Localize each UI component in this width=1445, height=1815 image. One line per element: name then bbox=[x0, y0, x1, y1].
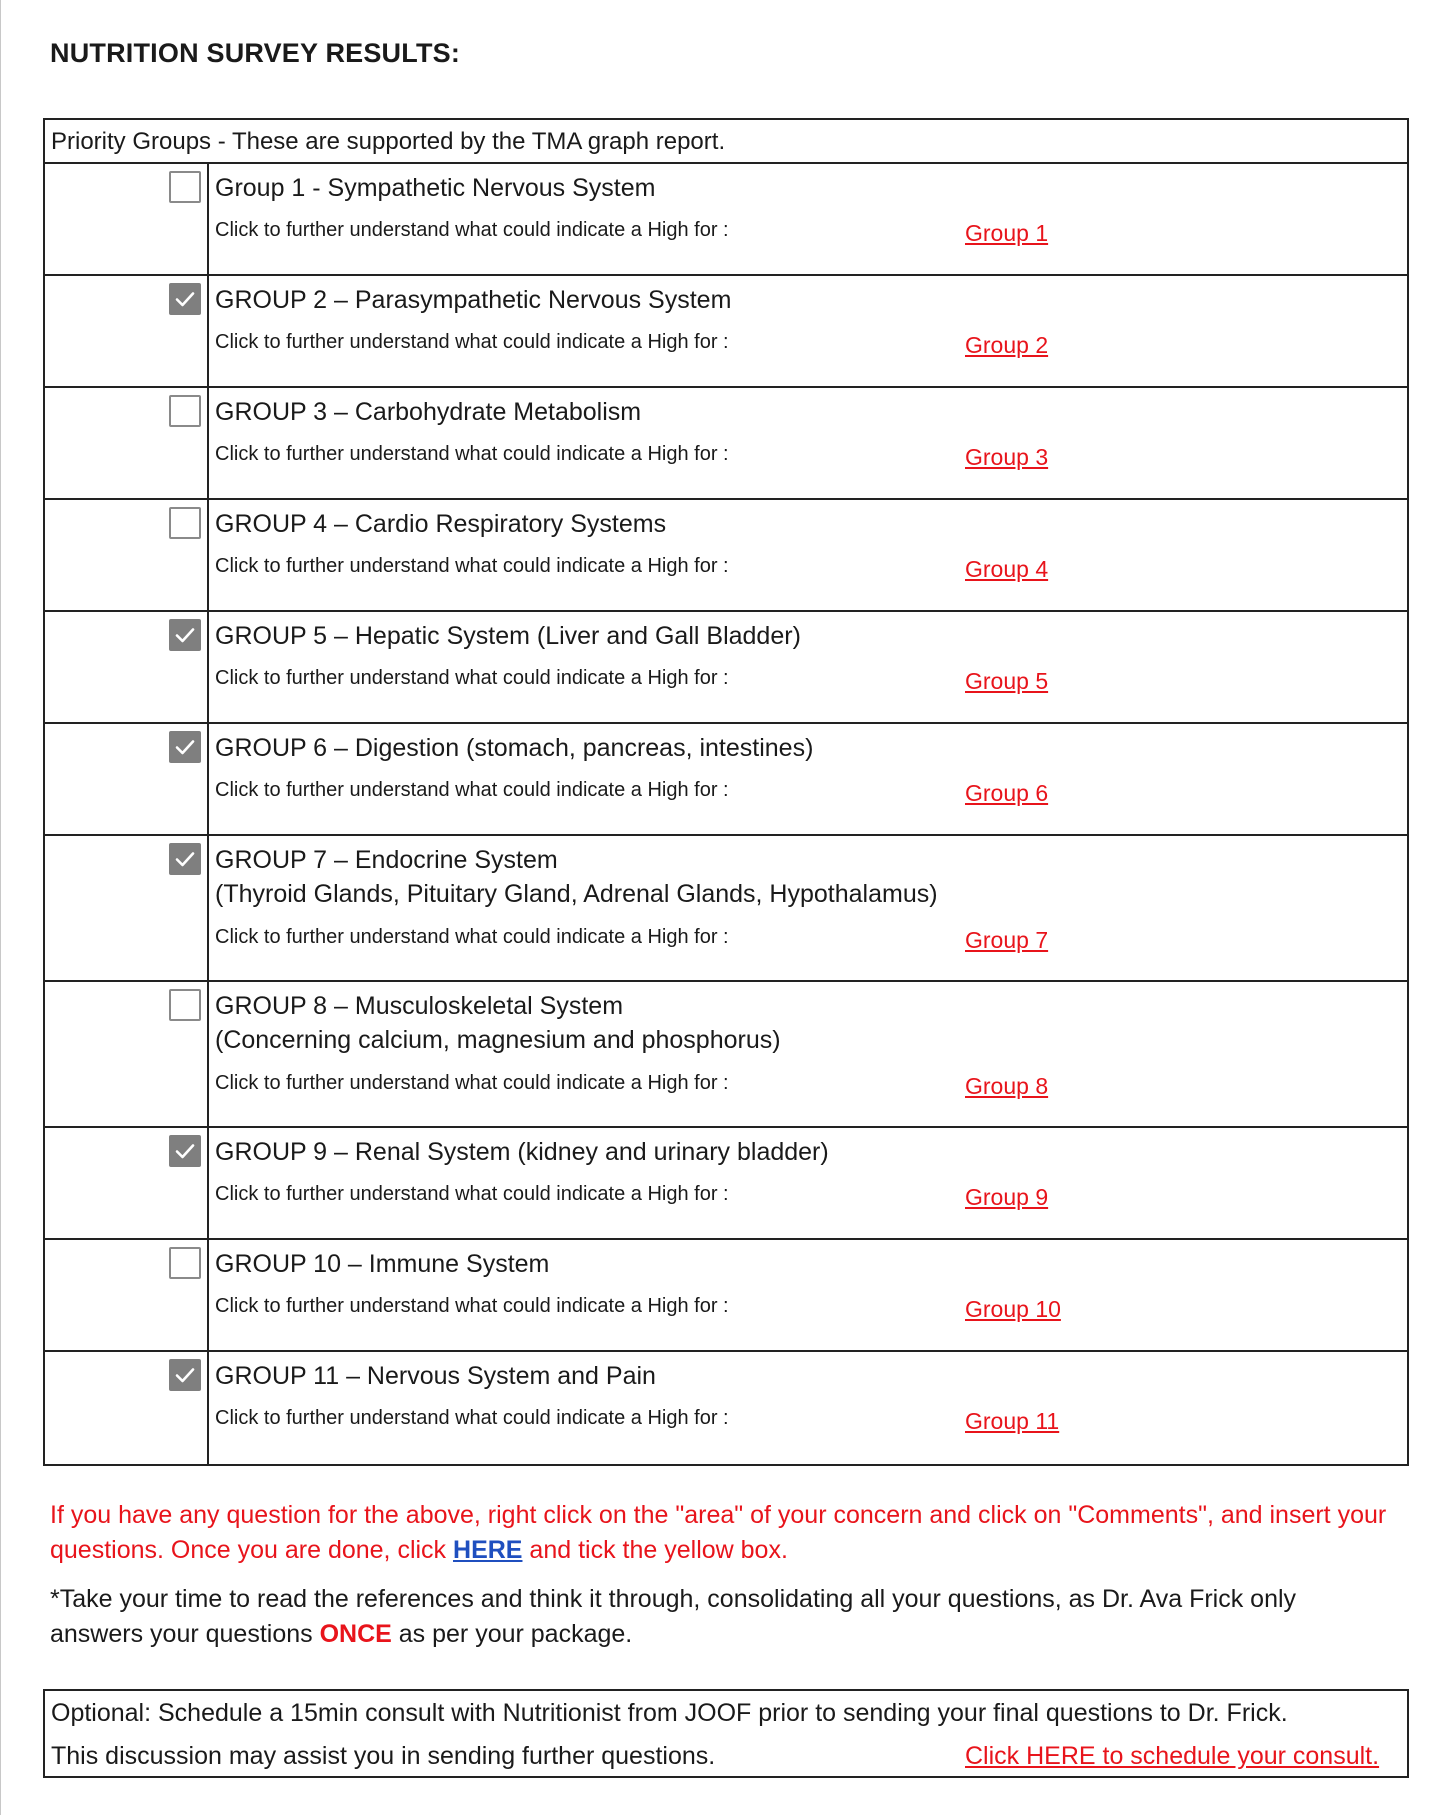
group-content-cell bbox=[209, 1352, 1407, 1464]
group-description: Click to further understand what could indicate a High for : bbox=[215, 219, 729, 241]
group-title: GROUP 4 – Cardio Respiratory Systems bbox=[215, 510, 667, 538]
once-emphasis: ONCE bbox=[319, 1620, 392, 1648]
group-link[interactable]: Group 10 bbox=[965, 1296, 1061, 1322]
checked-checkbox[interactable] bbox=[169, 731, 201, 763]
group-content-cell bbox=[209, 1128, 1407, 1238]
group-subtitle: (Thyroid Glands, Pituitary Gland, Adrenal Glands, Hypothalamus) bbox=[215, 880, 938, 908]
checked-checkbox[interactable] bbox=[169, 619, 201, 651]
group-content-cell bbox=[209, 1240, 1407, 1350]
group-row bbox=[45, 388, 1407, 500]
checkbox-cell bbox=[45, 836, 209, 980]
reading-note-tail: as per your package. bbox=[391, 1620, 633, 1648]
group-link[interactable]: Group 8 bbox=[965, 1073, 1049, 1099]
group-description: Click to further understand what could indicate a High for : bbox=[215, 1407, 729, 1429]
group-content-cell bbox=[209, 836, 1407, 980]
checkbox-cell bbox=[45, 1128, 209, 1238]
comments-instruction-text: If you have any question for the above, right click on the "area" of your concern and click on "Comments", and insert your questions. Once you are done, click bbox=[50, 1501, 1387, 1564]
checkbox-cell bbox=[45, 276, 209, 386]
comments-instruction bbox=[50, 1498, 1410, 1568]
comments-instruction-tail: and tick the yellow box. bbox=[522, 1536, 788, 1564]
optional-consult-text: Optional: Schedule a 15min consult with Nutritionist from JOOF prior to sending your final questions to Dr. Frick. bbox=[51, 1699, 1288, 1727]
checked-checkbox[interactable] bbox=[169, 283, 201, 315]
checked-checkbox[interactable] bbox=[169, 843, 201, 875]
group-row bbox=[45, 1240, 1407, 1352]
group-content-cell bbox=[209, 388, 1407, 498]
here-link[interactable]: HERE bbox=[453, 1536, 523, 1564]
checkmark-icon bbox=[173, 287, 197, 311]
group-title: GROUP 7 – Endocrine System bbox=[215, 846, 558, 874]
group-row bbox=[45, 276, 1407, 388]
group-link[interactable]: Group 2 bbox=[965, 332, 1049, 358]
page-title: NUTRITION SURVEY RESULTS: bbox=[50, 38, 461, 68]
checkmark-icon bbox=[173, 1363, 197, 1387]
checkmark-icon bbox=[173, 735, 197, 759]
group-description: Click to further understand what could indicate a High for : bbox=[215, 779, 729, 801]
group-row bbox=[45, 1128, 1407, 1240]
checkbox-cell bbox=[45, 164, 209, 274]
group-content-cell bbox=[209, 164, 1407, 274]
unchecked-checkbox[interactable] bbox=[169, 171, 201, 203]
group-row bbox=[45, 164, 1407, 276]
checkbox-cell bbox=[45, 982, 209, 1126]
group-link[interactable]: Group 9 bbox=[965, 1184, 1049, 1210]
group-description: Click to further understand what could indicate a High for : bbox=[215, 443, 729, 465]
table-header: Priority Groups - These are supported by the TMA graph report. bbox=[45, 120, 1407, 164]
unchecked-checkbox[interactable] bbox=[169, 1247, 201, 1279]
group-title: GROUP 6 – Digestion (stomach, pancreas, intestines) bbox=[215, 734, 814, 762]
group-description: Click to further understand what could indicate a High for : bbox=[215, 331, 729, 353]
group-title: GROUP 2 – Parasympathetic Nervous System bbox=[215, 286, 732, 314]
optional-consult-note: This discussion may assist you in sending further questions. bbox=[51, 1742, 716, 1770]
schedule-consult-link[interactable]: Click HERE to schedule your consult. bbox=[965, 1742, 1380, 1770]
checked-checkbox[interactable] bbox=[169, 1135, 201, 1167]
optional-consult-box bbox=[43, 1689, 1409, 1778]
group-link[interactable]: Group 7 bbox=[965, 927, 1049, 953]
checked-checkbox[interactable] bbox=[169, 1359, 201, 1391]
unchecked-checkbox[interactable] bbox=[169, 395, 201, 427]
checkmark-icon bbox=[173, 623, 197, 647]
group-content-cell bbox=[209, 982, 1407, 1126]
group-content-cell bbox=[209, 612, 1407, 722]
reading-note bbox=[50, 1582, 1380, 1652]
page-edge bbox=[0, 0, 1, 1815]
checkmark-icon bbox=[173, 847, 197, 871]
checkbox-cell bbox=[45, 724, 209, 834]
group-link[interactable]: Group 1 bbox=[965, 220, 1049, 246]
unchecked-checkbox[interactable] bbox=[169, 989, 201, 1021]
checkbox-cell bbox=[45, 1240, 209, 1350]
checkbox-cell bbox=[45, 1352, 209, 1464]
group-title: GROUP 9 – Renal System (kidney and urinary bladder) bbox=[215, 1138, 829, 1166]
group-subtitle: (Concerning calcium, magnesium and phosphorus) bbox=[215, 1026, 781, 1054]
checkmark-icon bbox=[173, 1139, 197, 1163]
group-description: Click to further understand what could indicate a High for : bbox=[215, 926, 729, 948]
group-title: Group 1 - Sympathetic Nervous System bbox=[215, 174, 656, 202]
unchecked-checkbox[interactable] bbox=[169, 507, 201, 539]
group-row bbox=[45, 836, 1407, 982]
group-row bbox=[45, 1352, 1407, 1464]
group-content-cell bbox=[209, 276, 1407, 386]
reading-note-text: *Take your time to read the references and think it through, consolidating all your questions, as Dr. Ava Frick only answers your questions bbox=[50, 1585, 1297, 1648]
checkbox-cell bbox=[45, 612, 209, 722]
group-title: GROUP 3 – Carbohydrate Metabolism bbox=[215, 398, 642, 426]
checkbox-cell bbox=[45, 388, 209, 498]
group-description: Click to further understand what could indicate a High for : bbox=[215, 555, 729, 577]
group-rows bbox=[45, 164, 1407, 1464]
priority-groups-table bbox=[43, 118, 1409, 1466]
group-title: GROUP 8 – Musculoskeletal System bbox=[215, 992, 624, 1020]
group-link[interactable]: Group 6 bbox=[965, 780, 1049, 806]
group-row bbox=[45, 500, 1407, 612]
group-link[interactable]: Group 5 bbox=[965, 668, 1049, 694]
group-description: Click to further understand what could indicate a High for : bbox=[215, 667, 729, 689]
group-link[interactable]: Group 3 bbox=[965, 444, 1049, 470]
group-content-cell bbox=[209, 724, 1407, 834]
group-description: Click to further understand what could indicate a High for : bbox=[215, 1183, 729, 1205]
group-title: GROUP 11 – Nervous System and Pain bbox=[215, 1362, 656, 1390]
group-row bbox=[45, 724, 1407, 836]
group-row bbox=[45, 982, 1407, 1128]
group-row bbox=[45, 612, 1407, 724]
group-link[interactable]: Group 4 bbox=[965, 556, 1049, 582]
checkbox-cell bbox=[45, 500, 209, 610]
group-title: GROUP 10 – Immune System bbox=[215, 1250, 550, 1278]
group-description: Click to further understand what could indicate a High for : bbox=[215, 1295, 729, 1317]
group-title: GROUP 5 – Hepatic System (Liver and Gall Bladder) bbox=[215, 622, 801, 650]
group-link[interactable]: Group 11 bbox=[965, 1408, 1060, 1434]
group-description: Click to further understand what could indicate a High for : bbox=[215, 1072, 729, 1094]
group-content-cell bbox=[209, 500, 1407, 610]
